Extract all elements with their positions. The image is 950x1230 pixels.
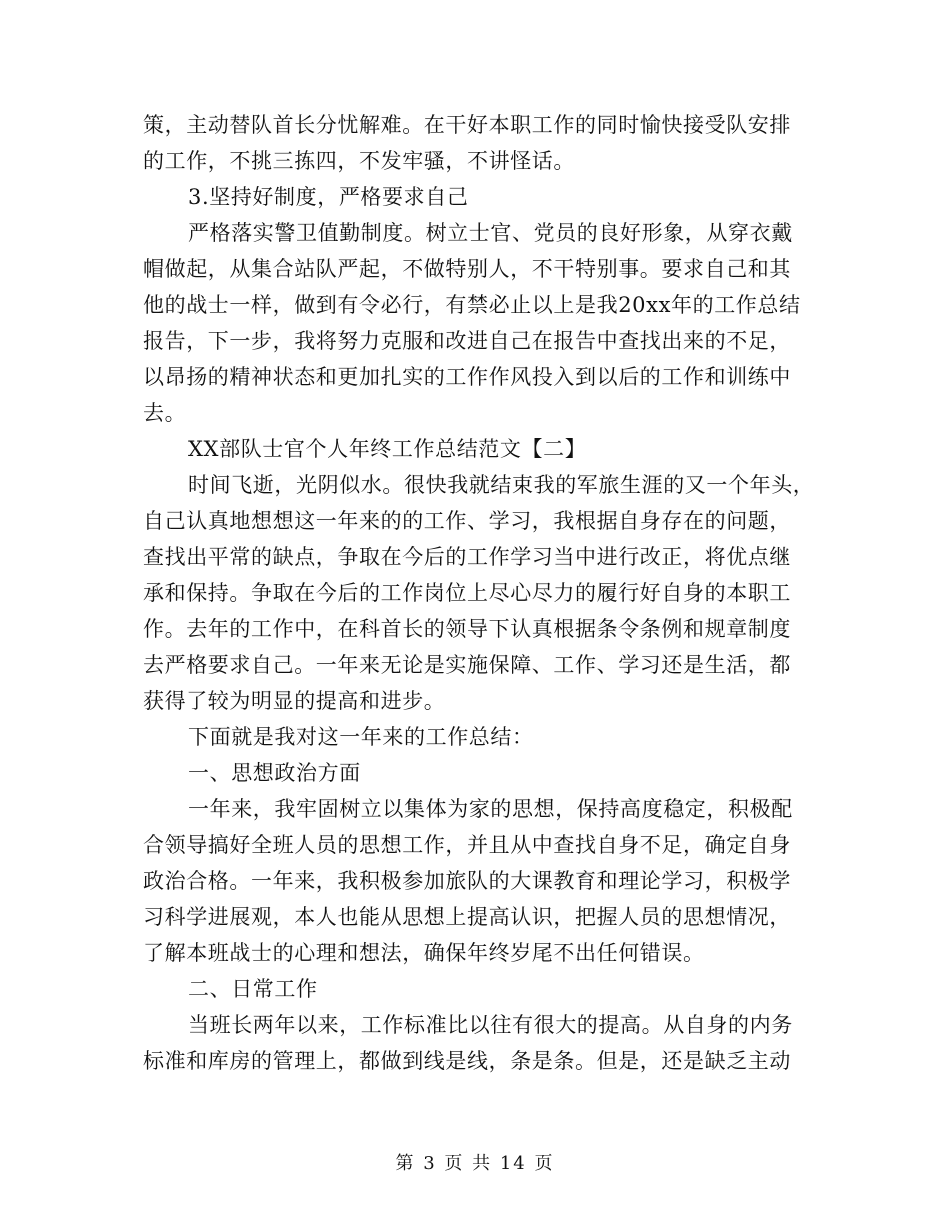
text-line: 以昂扬的精神状态和更加扎实的工作作风投入到以后的工作和训练中 bbox=[143, 365, 791, 389]
text-line: 习科学进展观，本人也能从思想上提高认识，把握人员的思想情况， bbox=[143, 905, 791, 929]
text-line: 作。去年的工作中，在科首长的领导下认真根据条令条例和规章制度 bbox=[143, 617, 791, 641]
section-heading: 二、日常工作 bbox=[188, 977, 318, 1001]
text-line: 获得了较为明显的提高和进步。 bbox=[143, 689, 446, 713]
text-line: 下面就是我对这一年来的工作总结： bbox=[188, 725, 534, 749]
text-line: 时间飞逝，光阴似水。很快我就结束我的军旅生涯的又一个年头， bbox=[188, 473, 815, 497]
text-line: 合领导搞好全班人员的思想工作，并且从中查找自身不足，确定自身 bbox=[143, 833, 791, 857]
text-line: 去严格要求自己。一年来无论是实施保障、工作、学习还是生活，都 bbox=[143, 653, 791, 677]
text-line: 去。 bbox=[143, 401, 187, 425]
text-line: 严格落实警卫值勤制度。树立士官、党员的良好形象，从穿衣戴 bbox=[188, 221, 793, 245]
section-heading: 一、思想政治方面 bbox=[188, 761, 361, 785]
section-heading: 3.坚持好制度，严格要求自己 bbox=[188, 185, 469, 209]
text-line: 了解本班战士的心理和想法，确保年终岁尾不出任何错误。 bbox=[143, 941, 705, 965]
article-title: XX部队士官个人年终工作总结范文【二】 bbox=[188, 437, 587, 461]
text-line: 报告，下一步，我将努力克服和改进自己在报告中查找出来的不足， bbox=[143, 329, 791, 353]
text-line: 帽做起，从集合站队严起，不做特别人，不干特别事。要求自己和其 bbox=[143, 257, 791, 281]
text-line: 当班长两年以来，工作标准比以往有很大的提高。从自身的内务 bbox=[188, 1013, 793, 1037]
text-line: 标准和库房的管理上，都做到线是线，条是条。但是，还是缺乏主动 bbox=[143, 1049, 791, 1073]
page-number-footer: 第 3 页 共 14 页 bbox=[395, 1153, 555, 1174]
text-line: 他的战士一样，做到有令必行，有禁必止以上是我20xx年的工作总结 bbox=[143, 293, 801, 317]
text-line: 自己认真地想想这一年来的的工作、学习，我根据自身存在的问题， bbox=[143, 509, 791, 533]
text-line: 查找出平常的缺点，争取在今后的工作学习当中进行改正，将优点继 bbox=[143, 545, 791, 569]
text-line: 的工作，不挑三拣四，不发牢骚，不讲怪话。 bbox=[143, 149, 575, 173]
text-line: 承和保持。争取在今后的工作岗位上尽心尽力的履行好自身的本职工 bbox=[143, 581, 791, 605]
document-body bbox=[143, 107, 813, 1079]
text-line: 一年来，我牢固树立以集体为家的思想，保持高度稳定，积极配 bbox=[188, 797, 793, 821]
text-line: 策，主动替队首长分忧解难。在干好本职工作的同时愉快接受队安排 bbox=[143, 113, 791, 137]
text-line: 政治合格。一年来，我积极参加旅队的大课教育和理论学习，积极学 bbox=[143, 869, 791, 893]
